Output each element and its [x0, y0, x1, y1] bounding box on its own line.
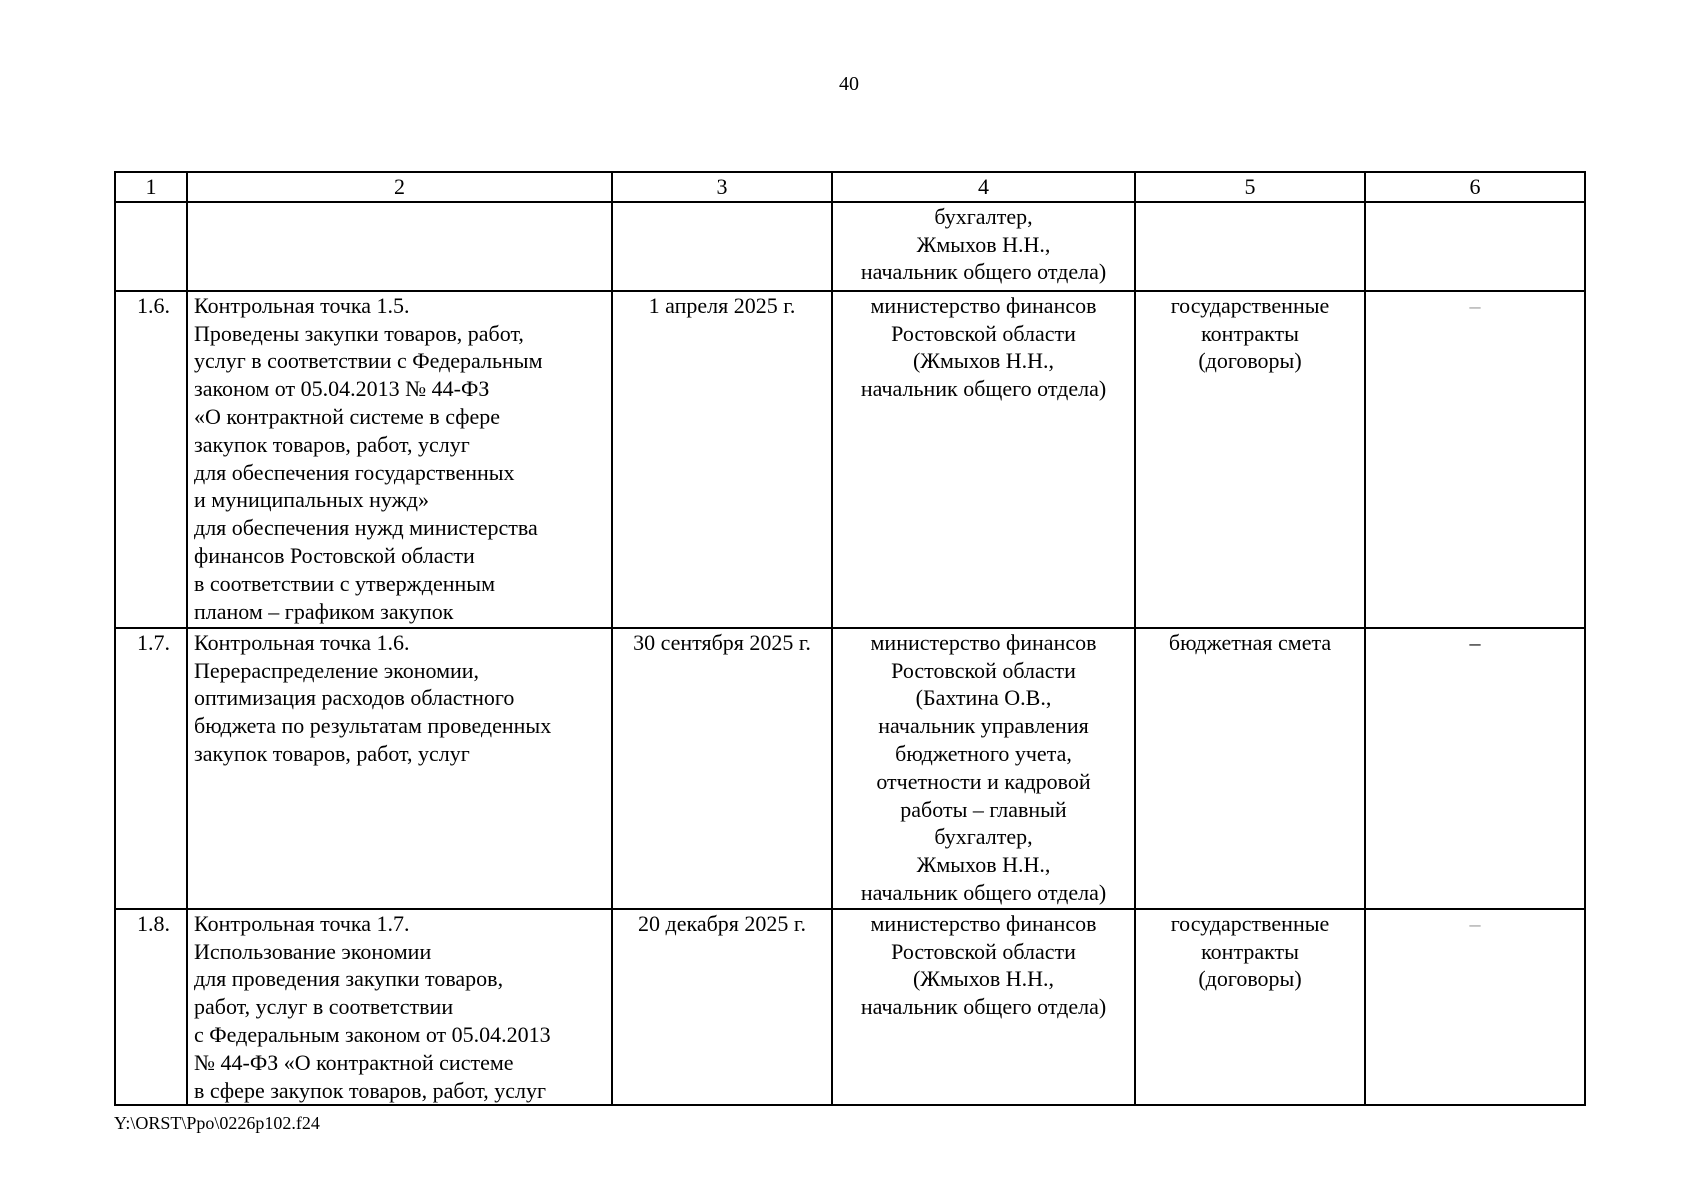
row-document: государственные контракты (договоры): [1135, 291, 1365, 628]
table-row: [115, 628, 1585, 909]
table-row: [115, 291, 1585, 628]
row-description: [187, 202, 612, 291]
row-date: 30 сентября 2025 г.: [612, 628, 832, 909]
row-description: Контрольная точка 1.5. Проведены закупки товаров, работ, услуг в соответствии с Федеральным законом от 05.04.2013 № 44-ФЗ «О контрактной системе в сфере закупок товаров, работ, услуг для обеспечения государственных и муниципальных нужд» для обеспечения нужд министерства финансов Ростовской области в соответствии с утвержденным планом – графиком закупок: [187, 291, 612, 628]
row-responsible: бухгалтер, Жмыхов Н.Н., начальник общего отдела): [832, 202, 1135, 291]
page-number: 40: [839, 73, 859, 95]
row-note: [1365, 202, 1585, 291]
row-number: 1.7.: [115, 628, 187, 909]
row-document: бюджетная смета: [1135, 628, 1365, 909]
table-row: [115, 202, 1585, 291]
header-cell-3: 3: [612, 172, 832, 202]
row-description: Контрольная точка 1.6. Перераспределение экономии, оптимизация расходов областного бюджета по результатам проведенных закупок товаров, работ, услуг: [187, 628, 612, 909]
row-responsible: министерство финансов Ростовской области (Жмыхов Н.Н., начальник общего отдела): [832, 909, 1135, 1106]
row-note: –: [1365, 628, 1585, 909]
control-points-table: [114, 171, 1586, 1106]
row-note: –: [1365, 291, 1585, 628]
header-cell-2: 2: [187, 172, 612, 202]
row-note: –: [1365, 909, 1585, 1106]
row-responsible: министерство финансов Ростовской области (Бахтина О.В., начальник управления бюджетного учета, отчетности и кадровой работы – главный бухгалтер, Жмыхов Н.Н., начальник общего отдела): [832, 628, 1135, 909]
row-document: [1135, 202, 1365, 291]
row-date: [612, 202, 832, 291]
row-responsible: министерство финансов Ростовской области (Жмыхов Н.Н., начальник общего отдела): [832, 291, 1135, 628]
row-date: 1 апреля 2025 г.: [612, 291, 832, 628]
header-cell-1: 1: [115, 172, 187, 202]
header-cell-5: 5: [1135, 172, 1365, 202]
table-row: [115, 909, 1585, 1106]
footer-file-path: Y:\ORST\Ppo\0226p102.f24: [114, 1113, 320, 1133]
header-cell-6: 6: [1365, 172, 1585, 202]
row-date: 20 декабря 2025 г.: [612, 909, 832, 1106]
row-number: 1.6.: [115, 291, 187, 628]
header-cell-4: 4: [832, 172, 1135, 202]
row-number: 1.8.: [115, 909, 187, 1106]
row-description: Контрольная точка 1.7. Использование экономии для проведения закупки товаров, работ, услуг в соответствии с Федеральным законом от 05.04.2013 № 44-ФЗ «О контрактной системе в сфере закупок товаров, работ, услуг: [187, 909, 612, 1106]
table-header-row: [115, 172, 1585, 202]
row-document: государственные контракты (договоры): [1135, 909, 1365, 1106]
row-number: [115, 202, 187, 291]
